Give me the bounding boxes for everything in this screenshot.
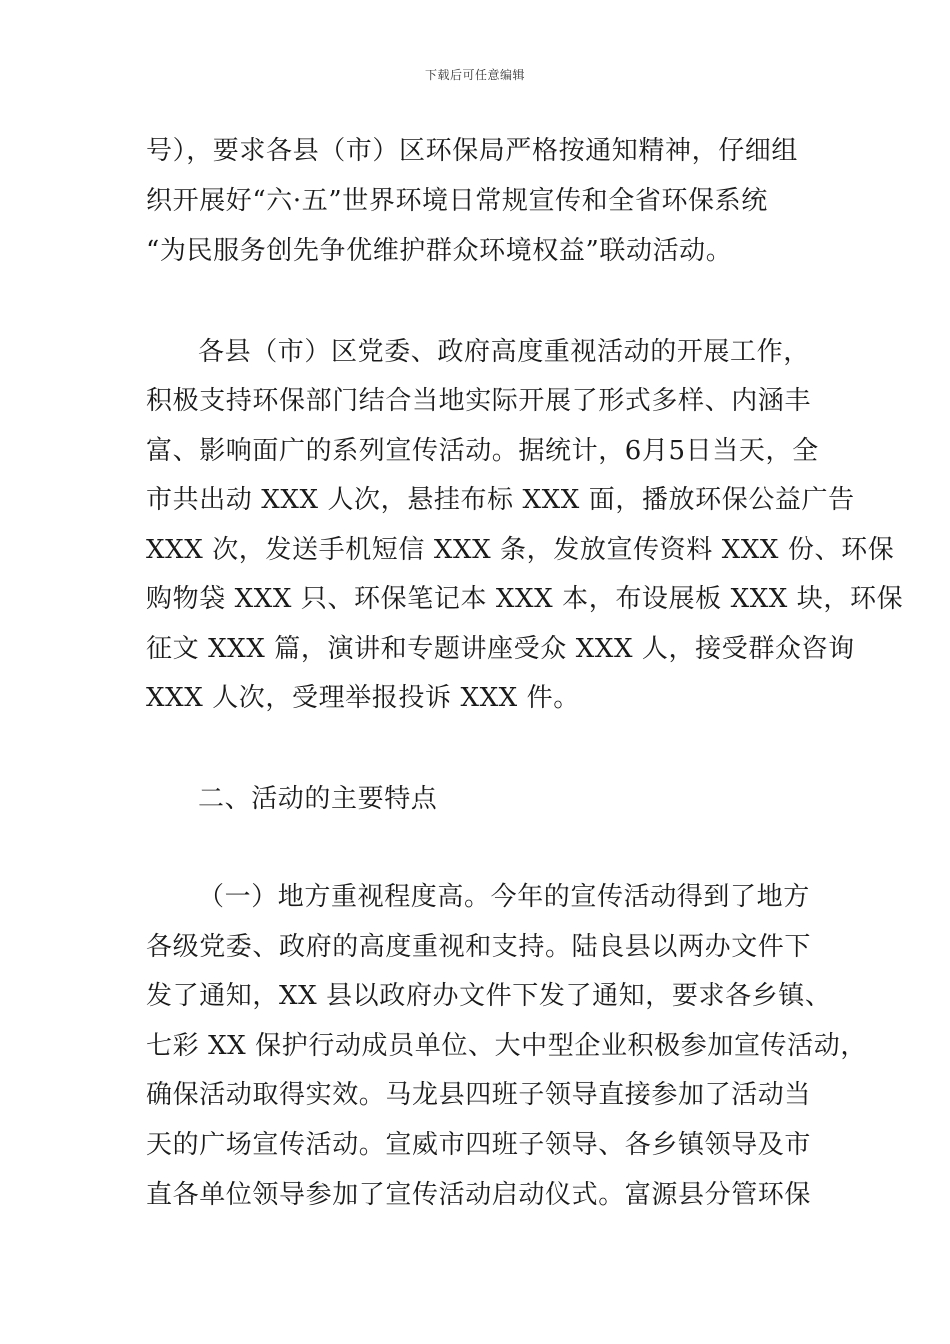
text-line: 七彩 XX 保护行动成员单位、大中型企业积极参加宣传活动， bbox=[146, 1031, 867, 1061]
text-line: 征文 XXX 篇，演讲和专题讲座受众 XXX 人，接受群众咨询 bbox=[146, 634, 855, 664]
text-line: 确保活动取得实效。马龙县四班子领导直接参加了活动当 bbox=[146, 1080, 812, 1110]
text-line: XXX 人次，受理举报投诉 XXX 件。 bbox=[146, 683, 580, 713]
text-line: 各级党委、政府的高度重视和支持。陆良县以两办文件下 bbox=[146, 932, 812, 962]
text-line: 织开展好“六·五”世界环境日常规宣传和全省环保系统 bbox=[146, 186, 768, 216]
section-heading: 二、活动的主要特点 bbox=[198, 784, 438, 814]
text-line: （一）地方重视程度高。今年的宣传活动得到了地方 bbox=[198, 882, 810, 912]
text-line: 积极支持环保部门结合当地实际开展了形式多样、内涵丰 bbox=[146, 386, 812, 416]
text-line: 发了通知，XX 县以政府办文件下发了通知，要求各乡镇、 bbox=[146, 981, 832, 1011]
text-line: 天的广场宣传活动。宣威市四班子领导、各乡镇领导及市 bbox=[146, 1130, 812, 1160]
page-header-note: 下载后可任意编辑 bbox=[424, 68, 525, 82]
text-line: “为民服务创先争优维护群众环境权益”联动活动。 bbox=[146, 236, 733, 266]
text-line: 富、影响面广的系列宣传活动。据统计，6月5日当天，全 bbox=[146, 436, 819, 466]
text-line: 市共出动 XXX 人次，悬挂布标 XXX 面，播放环保公益广告 bbox=[146, 485, 855, 515]
text-line: 直各单位领导参加了宣传活动启动仪式。富源县分管环保 bbox=[146, 1180, 812, 1210]
text-line: 各县（市）区党委、政府高度重视活动的开展工作， bbox=[198, 337, 810, 367]
text-line: 号），要求各县（市）区环保局严格按通知精神，仔细组 bbox=[146, 136, 799, 166]
text-line: 购物袋 XXX 只、环保笔记本 XXX 本，布设展板 XXX 块，环保 bbox=[146, 584, 904, 614]
text-line: XXX 次，发送手机短信 XXX 条，发放宣传资料 XXX 份、环保 bbox=[146, 535, 895, 565]
